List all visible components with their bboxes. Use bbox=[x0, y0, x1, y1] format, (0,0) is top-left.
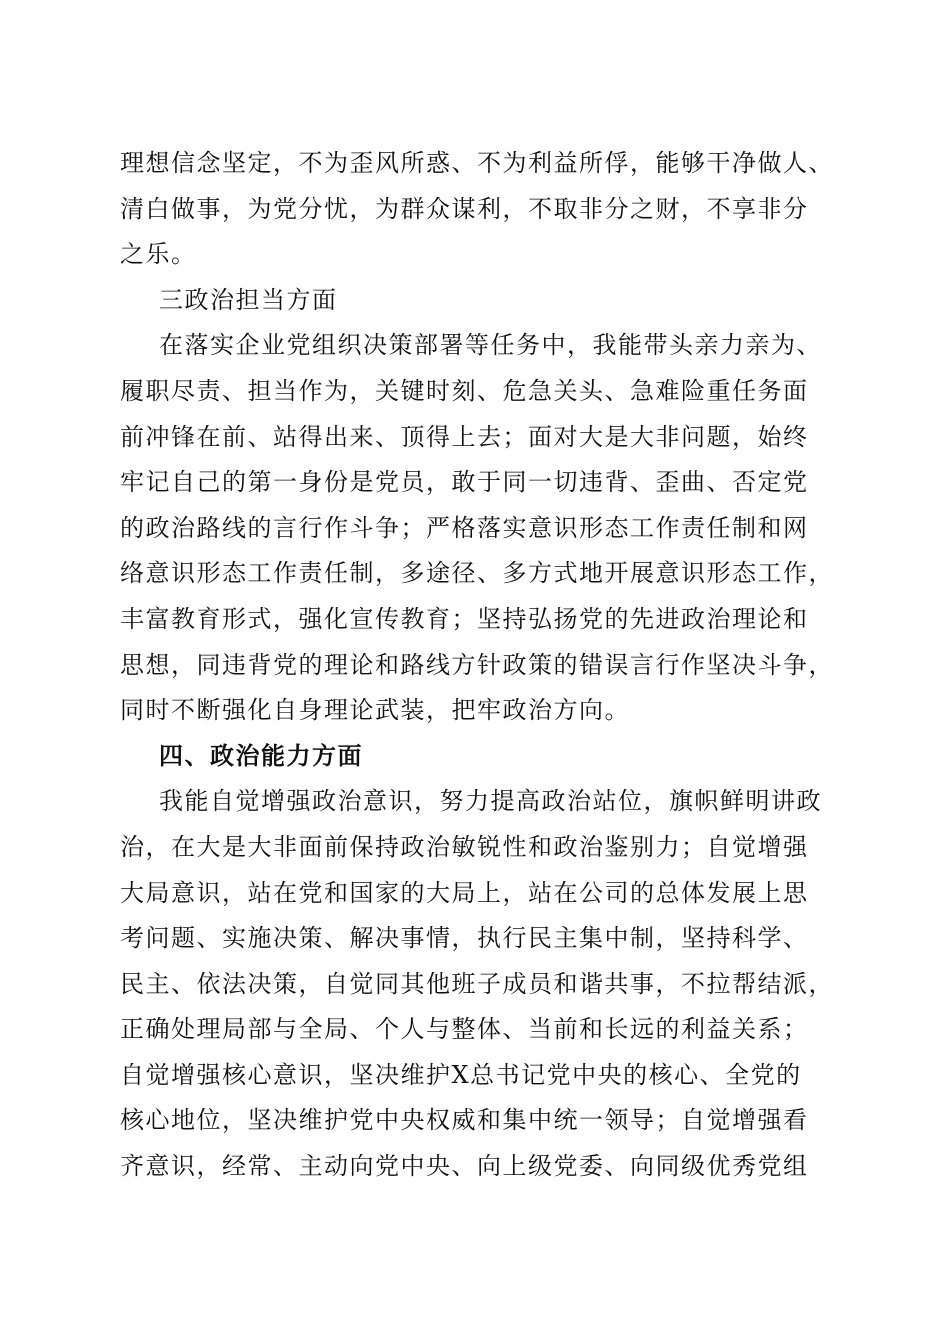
text-line: 我能自觉增强政治意识，努力提高政治站位，旗帜鲜明讲政 bbox=[159, 787, 822, 816]
text-line: 的政治路线的言行作斗争；严格落实意识形态工作责任制和网 bbox=[120, 513, 809, 542]
text-line: 民主、依法决策，自觉同其他班子成员和谐共事，不拉帮结派， bbox=[120, 969, 834, 998]
text-line: 正确处理局部与全局、个人与整体、当前和长远的利益关系； bbox=[120, 1015, 809, 1044]
document-body bbox=[120, 141, 840, 1190]
text-line: 核心地位，坚决维护党中央权威和集中统一领导；自觉增强看 bbox=[120, 1106, 809, 1135]
text-line: 之乐。 bbox=[120, 240, 197, 269]
text-line: 在落实企业党组织决策部署等任务中，我能带头亲力亲为、 bbox=[159, 331, 822, 360]
text-line: 考问题、实施决策、解决事情，执行民主集中制，坚持科学、 bbox=[120, 924, 809, 953]
text-line: 同时不断强化自身理论武装，把牢政治方向。 bbox=[120, 696, 630, 725]
text-line: 前冲锋在前、站得出来、顶得上去；面对大是大非问题，始终 bbox=[120, 422, 809, 451]
text-line: 思想，同违背党的理论和路线方针政策的错误言行作坚决斗争， bbox=[120, 650, 834, 679]
text-line: 大局意识，站在党和国家的大局上，站在公司的总体发展上思 bbox=[120, 878, 809, 907]
text-line: 自觉增强核心意识，坚决维护X总书记党中央的核心、全党的 bbox=[120, 1060, 802, 1089]
text-line: 理想信念坚定，不为歪风所惑、不为利益所俘，能够干净做人、 bbox=[120, 149, 834, 177]
text-line: 履职尽责、担当作为，关键时刻、危急关头、急难险重任务面 bbox=[120, 376, 809, 405]
section-subheading: 三政治担当方面 bbox=[159, 285, 338, 314]
text-line: 牢记自己的第一身份是党员，敢于同一切违背、歪曲、否定党 bbox=[120, 468, 809, 497]
text-line: 络意识形态工作责任制，多途径、多方式地开展意识形态工作， bbox=[120, 559, 834, 588]
text-line: 丰富教育形式，强化宣传教育；坚持弘扬党的先进政治理论和 bbox=[120, 604, 809, 633]
text-line: 清白做事，为党分忧，为群众谋利，不取非分之财，不享非分 bbox=[120, 194, 809, 223]
text-line: 治，在大是大非面前保持政治敏锐性和政治鉴别力；自觉增强 bbox=[120, 832, 809, 861]
section-heading: 四、政治能力方面 bbox=[159, 741, 363, 770]
text-line: 齐意识，经常、主动向党中央、向上级党委、向同级优秀党组 bbox=[120, 1152, 809, 1181]
